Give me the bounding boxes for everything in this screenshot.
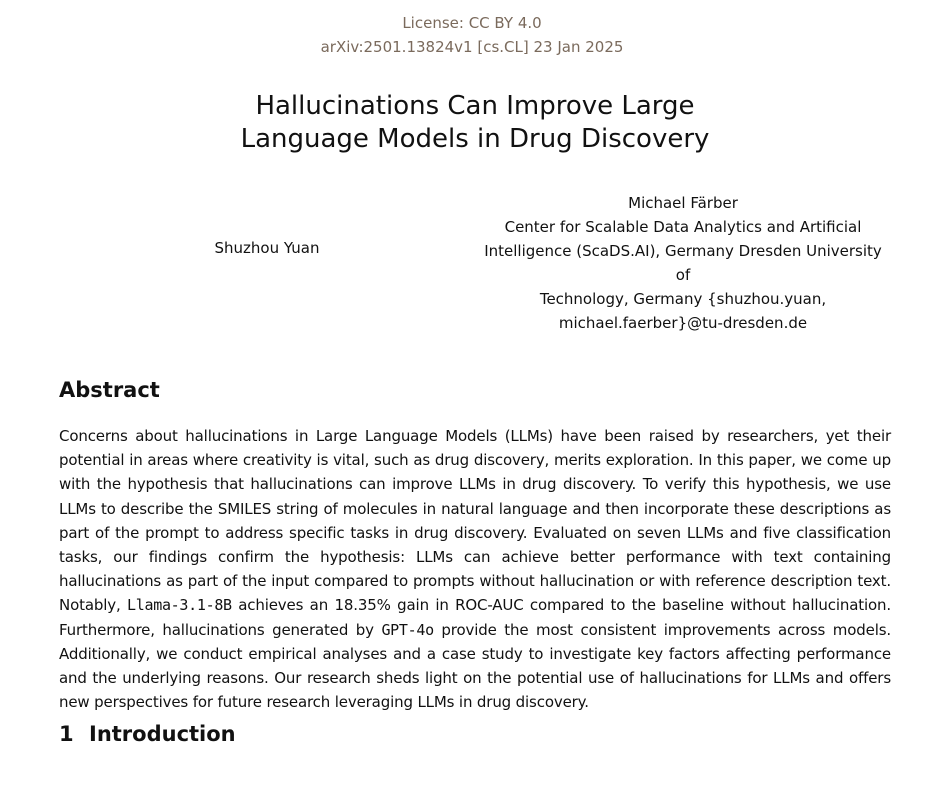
- author-1: Shuzhou Yuan: [214, 239, 320, 257]
- author-2-affiliation-line: Technology, Germany {shuzhou.yuan,: [539, 290, 827, 308]
- model-name-llama: Llama-3.1-8B: [127, 596, 232, 615]
- author-2-name: Michael Färber: [628, 194, 738, 212]
- arxiv-identifier[interactable]: arXiv:2501.13824v1 [cs.CL] 23 Jan 2025: [320, 38, 624, 56]
- author-2-block: [478, 191, 888, 335]
- model-name-gpt4o: GPT-4o: [381, 620, 434, 639]
- paper-title-line-2: Language Models in Drug Discovery: [240, 124, 710, 154]
- paper-title-line-1: Hallucinations Can Improve Large: [255, 91, 695, 121]
- abstract-text-part-2: achieves an 18.35% gain in ROC-AUC compared to the baseline without hallucination. Furthermore, hallucinations generated by: [59, 596, 891, 639]
- abstract-heading: Abstract: [59, 378, 160, 402]
- section-number: 1: [59, 722, 74, 746]
- abstract-text-part-1: Concerns about hallucinations in Large Language Models (LLMs) have been raised by researchers, yet their potential in areas where creativity is vital, such as drug discovery, merits exploration. In this paper, we come up with the hypothesis that hallucinations can improve LLMs in drug discovery. To verify this hypothesis, we use LLMs to describe the SMILES string of molecules in natural language and then incorporate these descriptions as part of the prompt to address specific tasks in drug discovery. Evaluated on seven LLMs and five classification tasks, our findings confirm the hypothesis: LLMs can achieve better performance with text containing hallucinations as part of the input compared to prompts without hallucination or with reference description text. Notably,: [59, 427, 891, 615]
- abstract-body: [59, 424, 891, 714]
- introduction-heading: [59, 722, 236, 746]
- abstract-text-part-3: provide the most consistent improvements across models. Additionally, we conduct empirical analyses and a case study to investigate key factors affecting performance and the underlying reasons. Our research sheds light on the potential use of hallucinations for LLMs and offers new perspectives for future research leveraging LLMs in drug discovery.: [59, 620, 891, 712]
- section-title: Introduction: [89, 722, 236, 746]
- paper-title: [160, 90, 790, 156]
- author-2-email-line: michael.faerber}@tu-dresden.de: [558, 314, 808, 332]
- license-link[interactable]: License: CC BY 4.0: [402, 14, 542, 32]
- author-2-affiliation-line: Center for Scalable Data Analytics and Artificial: [504, 218, 862, 236]
- author-2-affiliation-line: Intelligence (ScaDS.AI), Germany Dresden University of: [484, 242, 882, 284]
